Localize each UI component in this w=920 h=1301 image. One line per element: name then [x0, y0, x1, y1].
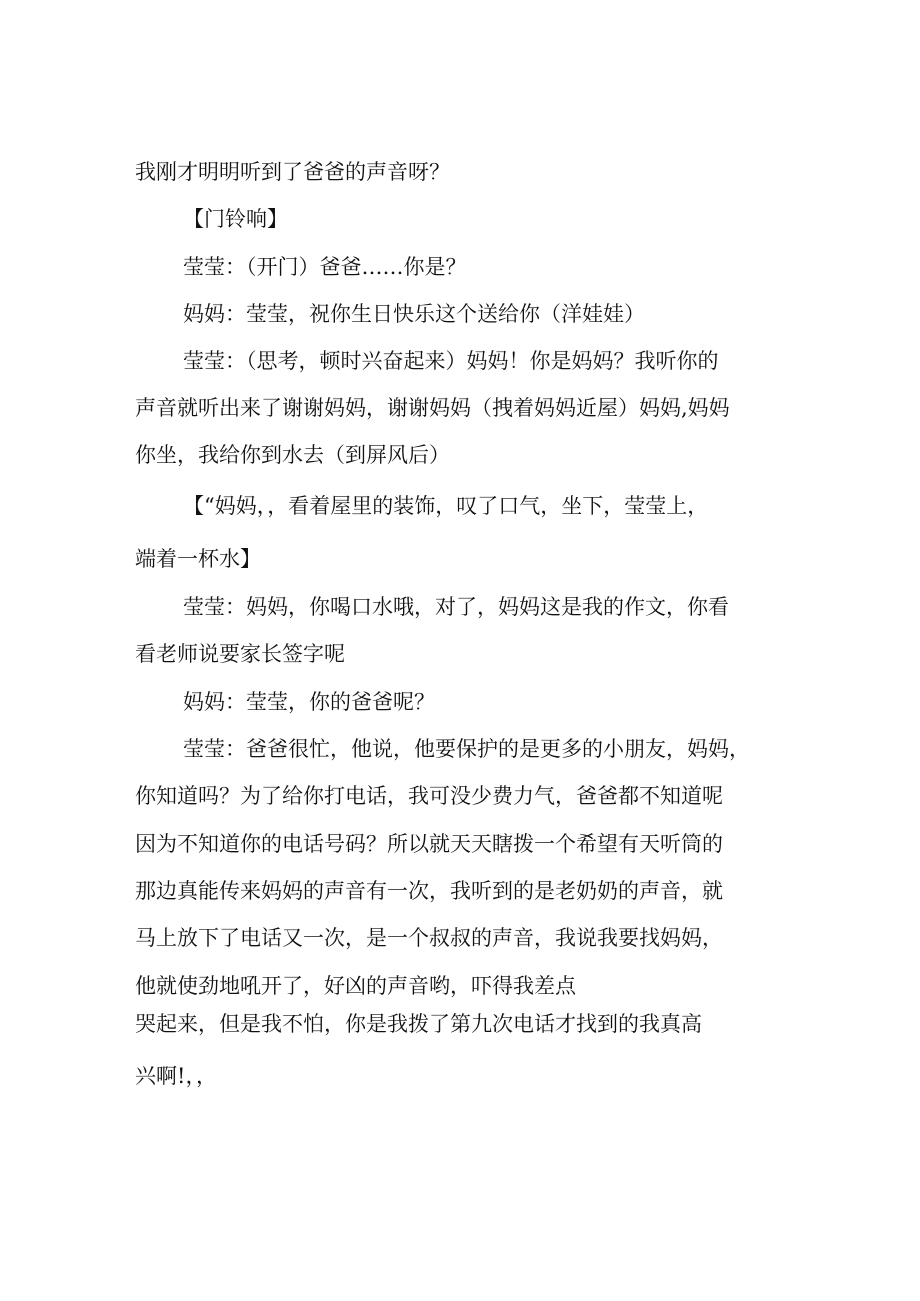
text-line: 看老师说要家长签字呢	[135, 642, 345, 666]
stage-direction: 端着一杯水】	[135, 547, 261, 571]
dialogue-line: 莹莹：（思考，顿时兴奋起来）妈妈！你是妈妈？我听你的	[183, 349, 719, 373]
dialogue-line: 莹莹：爸爸很忙，他说，他要保护的是更多的小朋友，妈妈，	[183, 737, 750, 761]
stage-direction: 【门铃响】	[183, 207, 288, 231]
text-line: 声音就听出来了谢谢妈妈，谢谢妈妈（拽着妈妈近屋）妈妈,妈妈	[135, 396, 730, 420]
text-line: 马上放下了电话又一次，是一个叔叔的声音，我说我要找妈妈，	[135, 926, 723, 950]
dialogue-line: 妈妈：莹莹，你的爸爸呢？	[183, 690, 435, 714]
dialogue-line: 妈妈：莹莹，祝你生日快乐这个送给你（洋娃娃）	[183, 302, 645, 326]
text-line: 哭起来，但是我不怕，你是我拨了第九次电话才找到的我真高	[135, 1012, 702, 1036]
dialogue-line: 莹莹：（开门）爸爸……你是？	[183, 255, 467, 279]
text-line: 他就使劲地吼开了，好凶的声音哟，吓得我差点	[135, 974, 576, 998]
text-line: 我刚才明明听到了爸爸的声音呀？	[135, 160, 450, 184]
text-line: 因为不知道你的电话号码？所以就天天瞎拨一个希望有天听筒的	[135, 832, 723, 856]
text-line: 兴啊!，，	[135, 1064, 217, 1088]
text-line: 你坐，我给你到水去（到屏风后）	[135, 443, 450, 467]
text-line: 你知道吗？为了给你打电话，我可没少费力气，爸爸都不知道呢	[135, 784, 723, 808]
stage-direction: 【“妈妈，，看着屋里的装饰，叹了口气，坐下，莹莹上，	[183, 494, 709, 518]
text-line: 那边真能传来妈妈的声音有一次，我听到的是老奶奶的声音，就	[135, 879, 723, 903]
dialogue-line: 莹莹：妈妈，你喝口水哦，对了，妈妈这是我的作文，你看	[183, 595, 729, 619]
